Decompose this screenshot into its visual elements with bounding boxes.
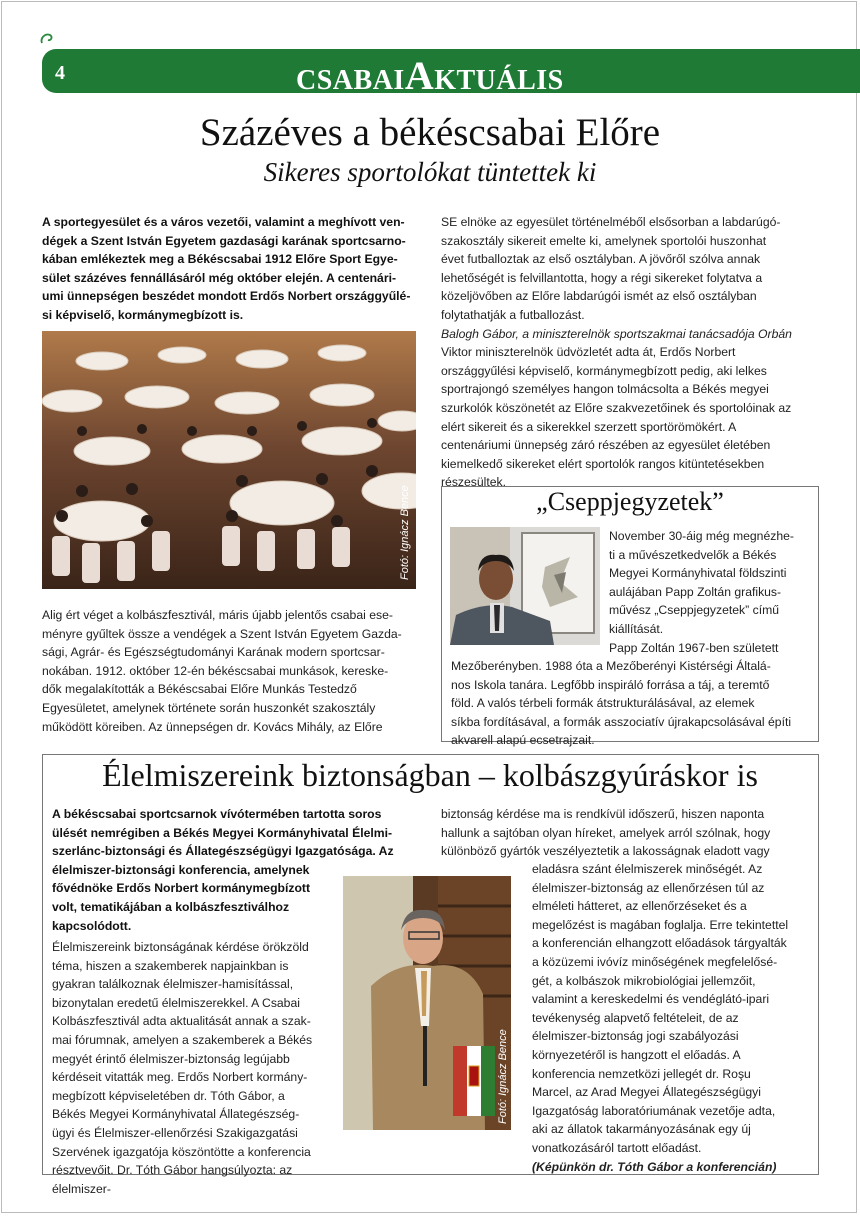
article2-title: Élelmiszereink biztonságban – kolbászgyúráskor is bbox=[102, 757, 758, 793]
text-line: Élelmiszereink biztonságának kérdése örökzöld bbox=[52, 940, 309, 954]
masthead-part3: KTUÁLIS bbox=[434, 65, 564, 96]
text-line: elért sikereit és a sikerekkel szerzett sportörömökért. A bbox=[441, 419, 737, 434]
artist-photo bbox=[450, 527, 600, 645]
text-line: SE elnöke az egyesület történelméből elsősorban a labdarúgó- bbox=[441, 215, 781, 229]
text-line: A békéscsabai sportcsarnok vívótermében tartotta soros bbox=[52, 807, 382, 821]
photo-credit: Fotó: Ignácz Bence bbox=[497, 1029, 509, 1124]
text-line: A sportegyesület és a város vezetői, valamint a meghívott ven- bbox=[42, 215, 405, 229]
text-line: umi ünnepségen beszédet mondott Erdős Norbert országgyűlé- bbox=[42, 289, 411, 304]
text-line: nokában. 1912. október 12-én békéscsabai munkások, kereske- bbox=[42, 663, 389, 678]
text-line: szurkolók köszönetét az Előre szakvezetőinek és sportolóinak az bbox=[441, 400, 792, 415]
text-line: dégek a Szent István Egyetem gazdasági karának sportcsarno- bbox=[42, 233, 406, 248]
text-line: kiemelkedő sikereket elért sportolók rangos kitüntetésekben bbox=[441, 456, 765, 471]
text-line: Békés Megyei Kormányhivatal Állategészség- bbox=[52, 1107, 300, 1122]
text-line: November 30-áig még megnézhe- bbox=[609, 529, 794, 543]
text-line: a konferencián elhangzott előadások tárgyalták bbox=[532, 936, 787, 951]
text-line: elméleti hátteret, az ellenőrzéseket és a bbox=[532, 899, 747, 914]
text-line: ügyi és Élelmiszer-ellenőrzési Szakigazgatási bbox=[52, 1125, 298, 1140]
text-line: ti a művészetkedvelők a Békés bbox=[609, 547, 777, 562]
text-line: megbízott képviseletében dr. Tóth Gábor, a bbox=[52, 1088, 285, 1103]
text-line: Alig ért véget a kolbászfesztivál, máris újabb jelentős csabai ese- bbox=[42, 608, 393, 622]
article2-body-right bbox=[532, 860, 814, 1176]
text-line: művész „Cseppjegyzetek” című bbox=[609, 603, 780, 618]
text-line: aulájában Papp Zoltán grafikus- bbox=[609, 584, 782, 599]
text-line: biztonság kérdése ma is rendkívül időszerű, hiszen naponta bbox=[441, 807, 765, 821]
text-line: Egyesületet, amelynek története során huszonkét szakosztály bbox=[42, 700, 376, 715]
text-line: Balogh Gábor, a miniszterelnök sportszakmai tanácsadója Orbán bbox=[441, 326, 792, 341]
photo-caption: (Képünkön dr. Tóth Gábor a konferencián) bbox=[532, 1159, 777, 1174]
text-line: sportrajongó személyes hangon tolmácsolta a Békés megyei bbox=[441, 382, 769, 397]
text-line: ményre gyűltek össze a vendégek a Szent István Egyetem Gazda- bbox=[42, 626, 402, 641]
text-line: működött köreiben. Az ünnepségen dr. Kovács Mihály, az Előre bbox=[42, 719, 383, 734]
text-line: Megyei Kormányhivatal földszinti bbox=[609, 566, 787, 581]
text-line: volt, tematikájában a kolbászfesztiválhoz bbox=[52, 899, 290, 914]
banquet-photo bbox=[42, 331, 416, 589]
text-line: a közüzemi ivóvíz minőségének megfelelősé- bbox=[532, 954, 778, 969]
article-title: Százéves a békéscsabai Előre bbox=[199, 111, 661, 154]
text-line: gét, a kolbászok mikrobiológiai jellemzőit, bbox=[532, 973, 756, 988]
text-line: résztvevőit. Dr. Tóth Gábor hangsúlyozta: az élelmiszer- bbox=[52, 1163, 293, 1196]
text-line: szakosztály sikereit emelte ki, amelynek sportolói huszonhat bbox=[441, 233, 767, 248]
masthead-part2: A bbox=[404, 53, 435, 98]
text-line: részesültek. bbox=[441, 475, 507, 490]
text-line: dők megalakították a Békéscsabai Előre Munkás Testedző bbox=[42, 682, 357, 697]
text-line: Marcel, az Arad Megyei Állategészségügyi bbox=[532, 1085, 761, 1100]
text-line: kérdéseit vitatták meg. Erdős Norbert kormány- bbox=[52, 1070, 308, 1085]
text-line: évet futballoztak az első osztályban. A jövőről szólva annak bbox=[441, 252, 761, 267]
text-line: Papp Zoltán 1967-ben született bbox=[609, 640, 779, 655]
text-line: konferencia nemzetközi jellegét dr. Roşu bbox=[532, 1066, 751, 1081]
article-body-right bbox=[441, 213, 821, 492]
text-line: föld. A valós térbeli formák átstrukturálásával, az elemek bbox=[451, 696, 755, 711]
text-line: Igazgatóság laboratóriumának vezetője adta, bbox=[532, 1103, 776, 1118]
text-line: különböző gyártók veszélyeztetik a lakosságnak eladott vagy bbox=[441, 844, 770, 859]
text-line: Viktor miniszterelnök üdvözletét adta át, Erdős Norbert bbox=[441, 345, 736, 360]
text-line: vonatkozásáról tartott előadást. bbox=[532, 1140, 702, 1155]
text-line: bizonytalan eredetű élelmiszerekkel. A Csabai bbox=[52, 995, 300, 1010]
text-line: környezetéről is hangzott el előadás. A bbox=[532, 1047, 741, 1062]
sidebar-text bbox=[451, 657, 816, 750]
text-line: megyét érintő élelmiszer-biztonság legújabb bbox=[52, 1051, 290, 1066]
text-line: téma, hiszen a szakemberek napjainkban is bbox=[52, 958, 289, 973]
text-line: nos Iskola tanára. Legfőbb inspiráló forrása a táj, a teremtő bbox=[451, 677, 770, 692]
text-line: folytathatják a futballozást. bbox=[441, 307, 585, 322]
text-line: valamint a kereskedelmi és vendéglátó-ipari bbox=[532, 992, 770, 1007]
masthead bbox=[296, 52, 564, 99]
text-line: élelmiszer-biztonsági konferencia, amelynek bbox=[52, 862, 310, 877]
text-line: közeljövőben az Előre labdarúgói ismét az első osztályban bbox=[441, 289, 757, 304]
text-line: lehetőségét is felvillantotta, hogy a régi sikereket folytatva a bbox=[441, 270, 763, 285]
text-line: kiállítását. bbox=[609, 621, 664, 636]
swirl-ornament-icon bbox=[40, 32, 54, 46]
speaker-photo bbox=[343, 876, 511, 1130]
text-line: síkba fordításával, a formák asszociatív újrakapcsolásával építi bbox=[451, 714, 792, 729]
text-line: megelőzést is magában foglalja. Erre tekintettel bbox=[532, 917, 789, 932]
text-line: Kolbászfesztivál adta aktualitását annak a szak- bbox=[52, 1014, 311, 1029]
text-line: mai fórumnak, amelyen a szakemberek a Békés bbox=[52, 1032, 313, 1047]
text-line: tevékenység alapvető feltételeit, de az bbox=[532, 1010, 739, 1025]
article2-body-left bbox=[52, 938, 352, 1198]
page-number: 4 bbox=[55, 62, 65, 84]
sidebar-title: „Cseppjegyzetek” bbox=[536, 487, 724, 516]
text-line: kában emlékeztek meg a Békéscsabai 1912 Előre Sport Egye- bbox=[42, 252, 398, 267]
text-line: hallunk a sajtóban olyan híreket, amelyek arról szólnak, hogy bbox=[441, 825, 771, 840]
text-line: ülését nemrégiben a Békés Megyei Kormányhivatal Élelmi- bbox=[52, 825, 393, 840]
text-line: eladásra szánt élelmiszerek minőségét. Az bbox=[532, 862, 763, 876]
text-line: gyakran találkoznak élelmiszer-hamisítással, bbox=[52, 977, 294, 992]
article-lead bbox=[42, 213, 420, 325]
masthead-part1: CSABAI bbox=[296, 65, 405, 96]
text-line: élelmiszer-biztonság jogi szabályozási bbox=[532, 1029, 739, 1044]
text-line: aki az állatok takarmányozásának egy új bbox=[532, 1122, 751, 1137]
text-line: Mezőberényben. 1988 óta a Mezőberényi Kistérségi Általá- bbox=[451, 659, 771, 673]
article-subtitle: Sikeres sportolókat tüntettek ki bbox=[263, 157, 597, 187]
text-line: kapcsolódott. bbox=[52, 918, 132, 933]
text-line: sület százéves fennállásáról még október elején. A centenári- bbox=[42, 270, 397, 285]
article-body-left bbox=[42, 606, 422, 736]
text-line: akvarell alapú ecsetrajzait. bbox=[451, 733, 595, 748]
text-line: fővédnöke Erdős Norbert kormánymegbízott bbox=[52, 881, 311, 896]
photo-credit: Fotó: Ignácz Bence bbox=[399, 485, 411, 580]
text-line: országgyűlési képviselő, kormánymegbízott pedig, aki lelkes bbox=[441, 363, 767, 378]
text-line: si képviselő, kormánymegbízott is. bbox=[42, 307, 244, 322]
text-line: centenáriumi ünnepség záró részében az egyesület életében bbox=[441, 438, 771, 453]
article2-body-right-top bbox=[441, 805, 811, 861]
text-line: szerlánc-biztonsági és Állategészségügyi Igazgatósága. Az bbox=[52, 844, 394, 859]
sidebar-text-beside-photo bbox=[609, 527, 814, 657]
text-line: Szervének igazgatója köszöntötte a konferencia bbox=[52, 1144, 311, 1159]
text-line: élelmiszer-biztonság az ellenőrzésen túl az bbox=[532, 880, 765, 895]
text-line: sági, Agrár- és Egészségtudományi Karának modern sportcsar- bbox=[42, 645, 385, 660]
